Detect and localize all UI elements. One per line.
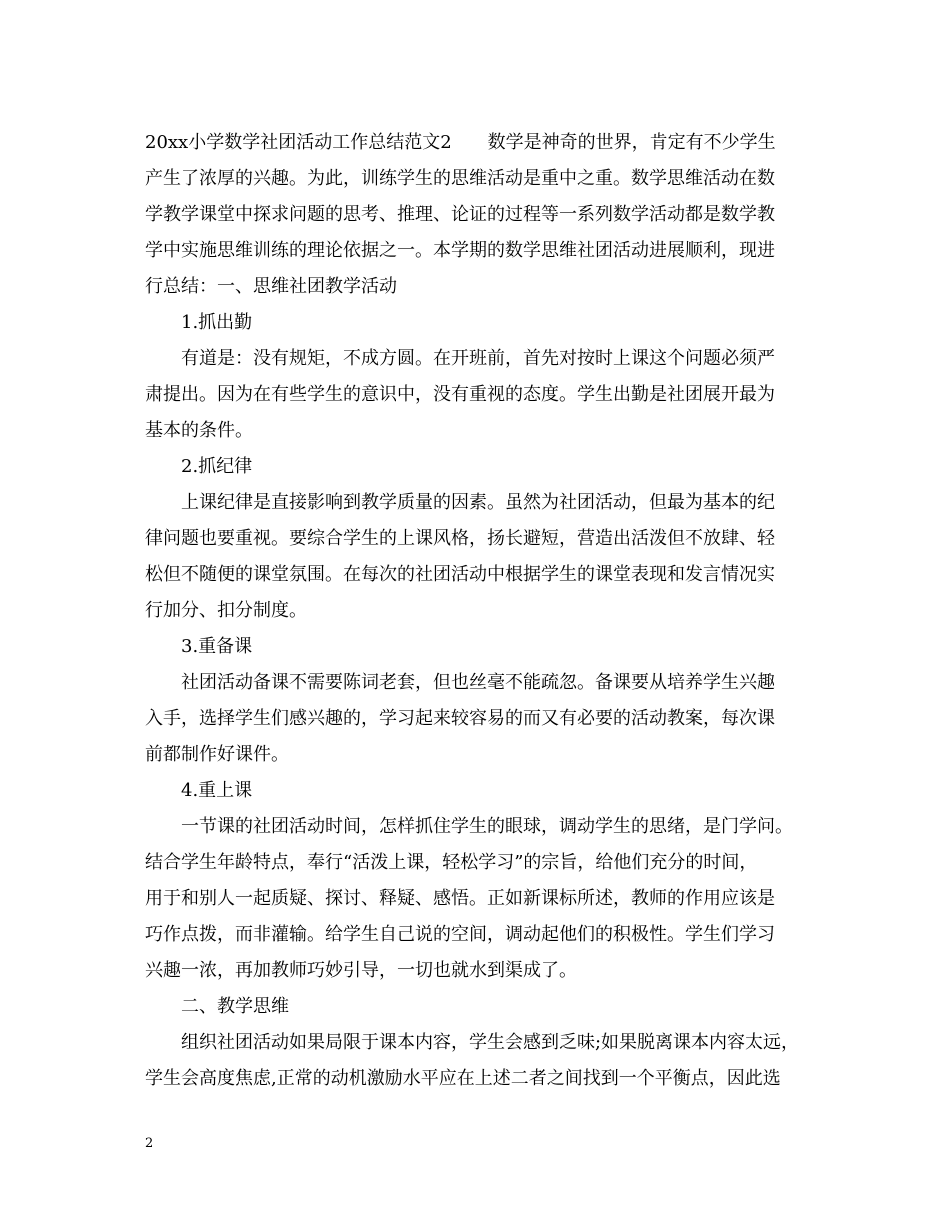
text-line: 巧作点拨，而非灌输。给学生自己说的空间，调动起他们的积极性。学生们学习 [145, 924, 775, 945]
text-line: 松但不随便的课堂氛围。在每次的社团活动中根据学生的课堂表现和发言情况实 [145, 564, 775, 585]
section-heading: 1.抓出勤 [181, 312, 253, 333]
text-line: 有道是：没有规矩，不成方圆。在开班前，首先对按时上课这个问题必须严 [181, 348, 775, 369]
text-line: 学生会高度焦虑,正常的动机激励水平应在上述二者之间找到一个平衡点，因此选 [145, 1068, 781, 1089]
text-line: 行总结：一、思维社团教学活动 [145, 276, 397, 297]
section-heading: 4.重上课 [181, 780, 253, 801]
page-number: 2 [145, 1136, 154, 1151]
text-line: 学中实施思维训练的理论依据之一。本学期的数学思维社团活动进展顺利，现进 [145, 240, 775, 261]
section-heading: 二、教学思维 [181, 996, 289, 1017]
text-line: 组织社团活动如果局限于课本内容，学生会感到乏味;如果脱离课本内容太远， [181, 1032, 800, 1053]
text-line: 入手，选择学生们感兴趣的，学习起来较容易的而又有必要的活动教案，每次课 [145, 708, 775, 729]
text-line: 基本的条件。 [145, 420, 253, 441]
text-line: 社团活动备课不需要陈词老套，但也丝毫不能疏忽。备课要从培养学生兴趣 [181, 672, 775, 693]
text-line: 产生了浓厚的兴趣。为此，训练学生的思维活动是重中之重。数学思维活动在数 [145, 168, 775, 189]
text-line: 前都制作好课件。 [145, 744, 289, 765]
text-line: 学教学课堂中探求问题的思考、推理、论证的过程等一系列数学活动都是数学教 [145, 204, 775, 225]
section-heading: 3.重备课 [181, 636, 253, 657]
text-line: 一节课的社团活动时间，怎样抓住学生的眼球，调动学生的思绪，是门学问。 [181, 816, 793, 837]
text-line: 用于和别人一起质疑、探讨、释疑、感悟。正如新课标所述，教师的作用应该是 [145, 888, 775, 909]
text-line: 律问题也要重视。要综合学生的上课风格，扬长避短，营造出活泼但不放肆、轻 [145, 528, 775, 549]
text-line: 肃提出。因为在有些学生的意识中，没有重视的态度。学生出勤是社团展开最为 [145, 384, 775, 405]
text-line: 20xx小学数学社团活动工作总结范文2 数学是神奇的世界，肯定有不少学生 [145, 132, 776, 153]
section-heading: 2.抓纪律 [181, 456, 253, 477]
text-line: 行加分、扣分制度。 [145, 600, 307, 621]
text-line: 结合学生年龄特点，奉行“活泼上课，轻松学习”的宗旨，给他们充分的时间， [145, 852, 758, 873]
text-line: 上课纪律是直接影响到教学质量的因素。虽然为社团活动，但最为基本的纪 [181, 492, 775, 513]
text-line: 兴趣一浓，再加教师巧妙引导，一切也就水到渠成了。 [145, 960, 577, 981]
